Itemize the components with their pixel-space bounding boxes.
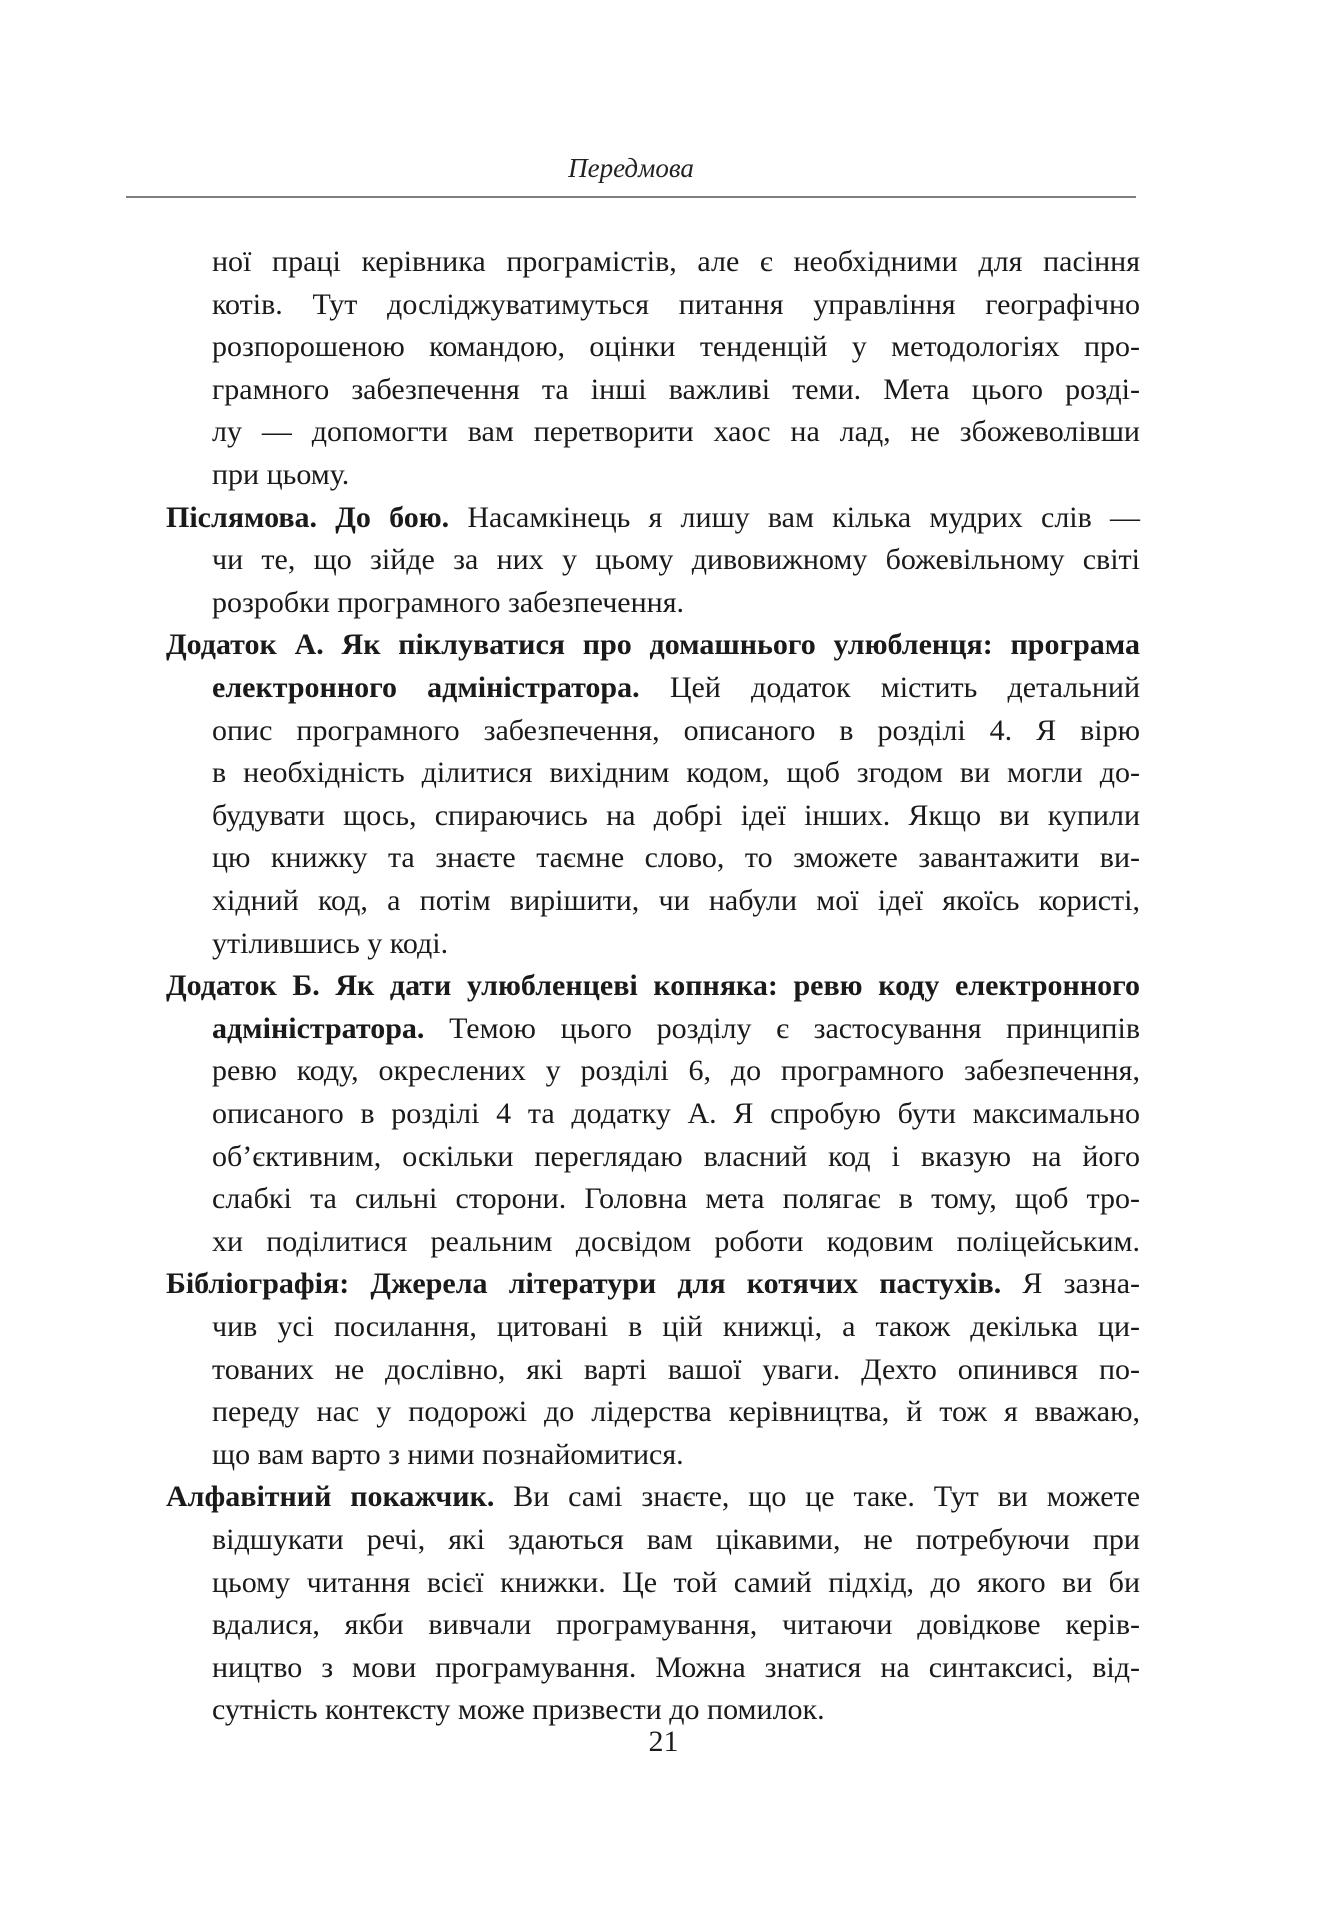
- body-line: котів. Тут досліджуватимуться питання управління географічно: [212, 287, 1140, 321]
- body-line: в необхідність ділитися вихідним кодом, щоб згодом ви могли до-: [212, 756, 1140, 790]
- body-line: цю книжку та знаєте таємне слово, то зможете завантажити ви-: [212, 841, 1140, 875]
- entry-title: Додаток А. Як піклуватися про домашнього улюбленця: програма: [166, 628, 1140, 662]
- entry-bibliography: [166, 1262, 1140, 1305]
- entry-title: Бібліографія: Джерела літератури для котячих пастухів.: [166, 1267, 1002, 1301]
- body-line: вдалися, якби вивчали програмування, читаючи довідкове керів-: [212, 1608, 1140, 1642]
- page-number: 21: [648, 1725, 679, 1758]
- body-line: будувати щось, спираючись на добрі ідеї інших. Якщо ви купили: [212, 798, 1140, 832]
- entry-text: Насамкінець я лишу вам кілька мудрих слів —: [449, 500, 1140, 534]
- body-line: лу — допомогти вам перетворити хаос на лад, не збожеволівши: [212, 415, 1140, 449]
- body-line: ництво з мови програмування. Можна знатися на синтаксисі, від-: [212, 1650, 1140, 1684]
- entry-title-cont: адміністратора.: [212, 1011, 425, 1045]
- body-line: що вам варто з ними познайомитися.: [212, 1437, 684, 1471]
- entry-index: [166, 1475, 1140, 1518]
- entry-text: Темою цього розділу є застосування принципів: [424, 1011, 1140, 1045]
- body-line: описаного в розділі 4 та додатку А. Я спробую бути максимально: [212, 1097, 1140, 1130]
- entry-appendix-a: [166, 623, 1140, 666]
- entry-title: Післямова. До бою.: [166, 500, 450, 534]
- body-line: слабкі та сильні сторони. Головна мета полягає в тому, щоб тро-: [212, 1182, 1140, 1216]
- entry-afterword: [166, 496, 1140, 539]
- body-line: тованих не дослівно, які варті вашої уваги. Дехто опинився по-: [212, 1352, 1140, 1386]
- body-line: утілившись у коді.: [212, 926, 449, 960]
- header-rule: [126, 196, 1136, 198]
- body-line: грамного забезпечення та інші важливі теми. Мета цього розді-: [212, 372, 1140, 406]
- body-line: опис програмного забезпечення, описаного в розділі 4. Я вірю: [212, 713, 1140, 747]
- body-line: сутність контексту може призвести до помилок.: [212, 1693, 825, 1727]
- body-line: при цьому.: [212, 458, 350, 491]
- body-line: чи те, що зійде за них у цьому дивовижному божевільному світі: [212, 543, 1140, 577]
- body-line: переду нас у подорожі до лідерства керівництва, й тож я вважаю,: [212, 1395, 1140, 1429]
- body-line: розробки програмного забезпечення.: [212, 585, 685, 619]
- entry-title-cont: електронного адміністратора.: [212, 671, 640, 704]
- body-line: відшукати речі, які здаються вам цікавими, не потребуючи при: [212, 1523, 1140, 1556]
- body-line: об’єктивним, оскільки переглядаю власний код і вказую на його: [212, 1139, 1140, 1173]
- running-head: Передмова: [568, 153, 694, 183]
- body-line: хи поділитися реальним досвідом роботи кодовим поліцейським.: [212, 1224, 1140, 1258]
- entry-text: Цей додаток містить детальний: [639, 671, 1140, 704]
- body-line: хідний код, а потім вирішити, чи набули мої ідеї якоїсь користі,: [212, 884, 1140, 917]
- body-line: цьому читання всієї книжки. Це той самий підхід, до якого ви би: [212, 1565, 1140, 1599]
- entry-text: Ви самі знаєте, що це таке. Тут ви можете: [494, 1480, 1141, 1514]
- body-line: [212, 1007, 1140, 1050]
- entry-text: Я зазна-: [1001, 1267, 1141, 1301]
- body-line: ревю коду, окреслених у розділі 6, до програмного забезпечення,: [212, 1054, 1140, 1088]
- entry-title: Алфавітний покажчик.: [166, 1480, 495, 1514]
- body-line: ної праці керівника програмістів, але є необхідними для пасіння: [212, 245, 1140, 278]
- body-line: чив усі посилання, цитовані в цій книжці, а також декілька ци-: [212, 1310, 1140, 1343]
- entry-appendix-b: [166, 964, 1140, 1007]
- body-line: [212, 666, 1140, 709]
- entry-title: Додаток Б. Як дати улюбленцеві копняка: ревю коду електронного: [166, 969, 1140, 1003]
- body-line: розпорошеною командою, оцінки тенденцій у методологіях про-: [212, 330, 1140, 364]
